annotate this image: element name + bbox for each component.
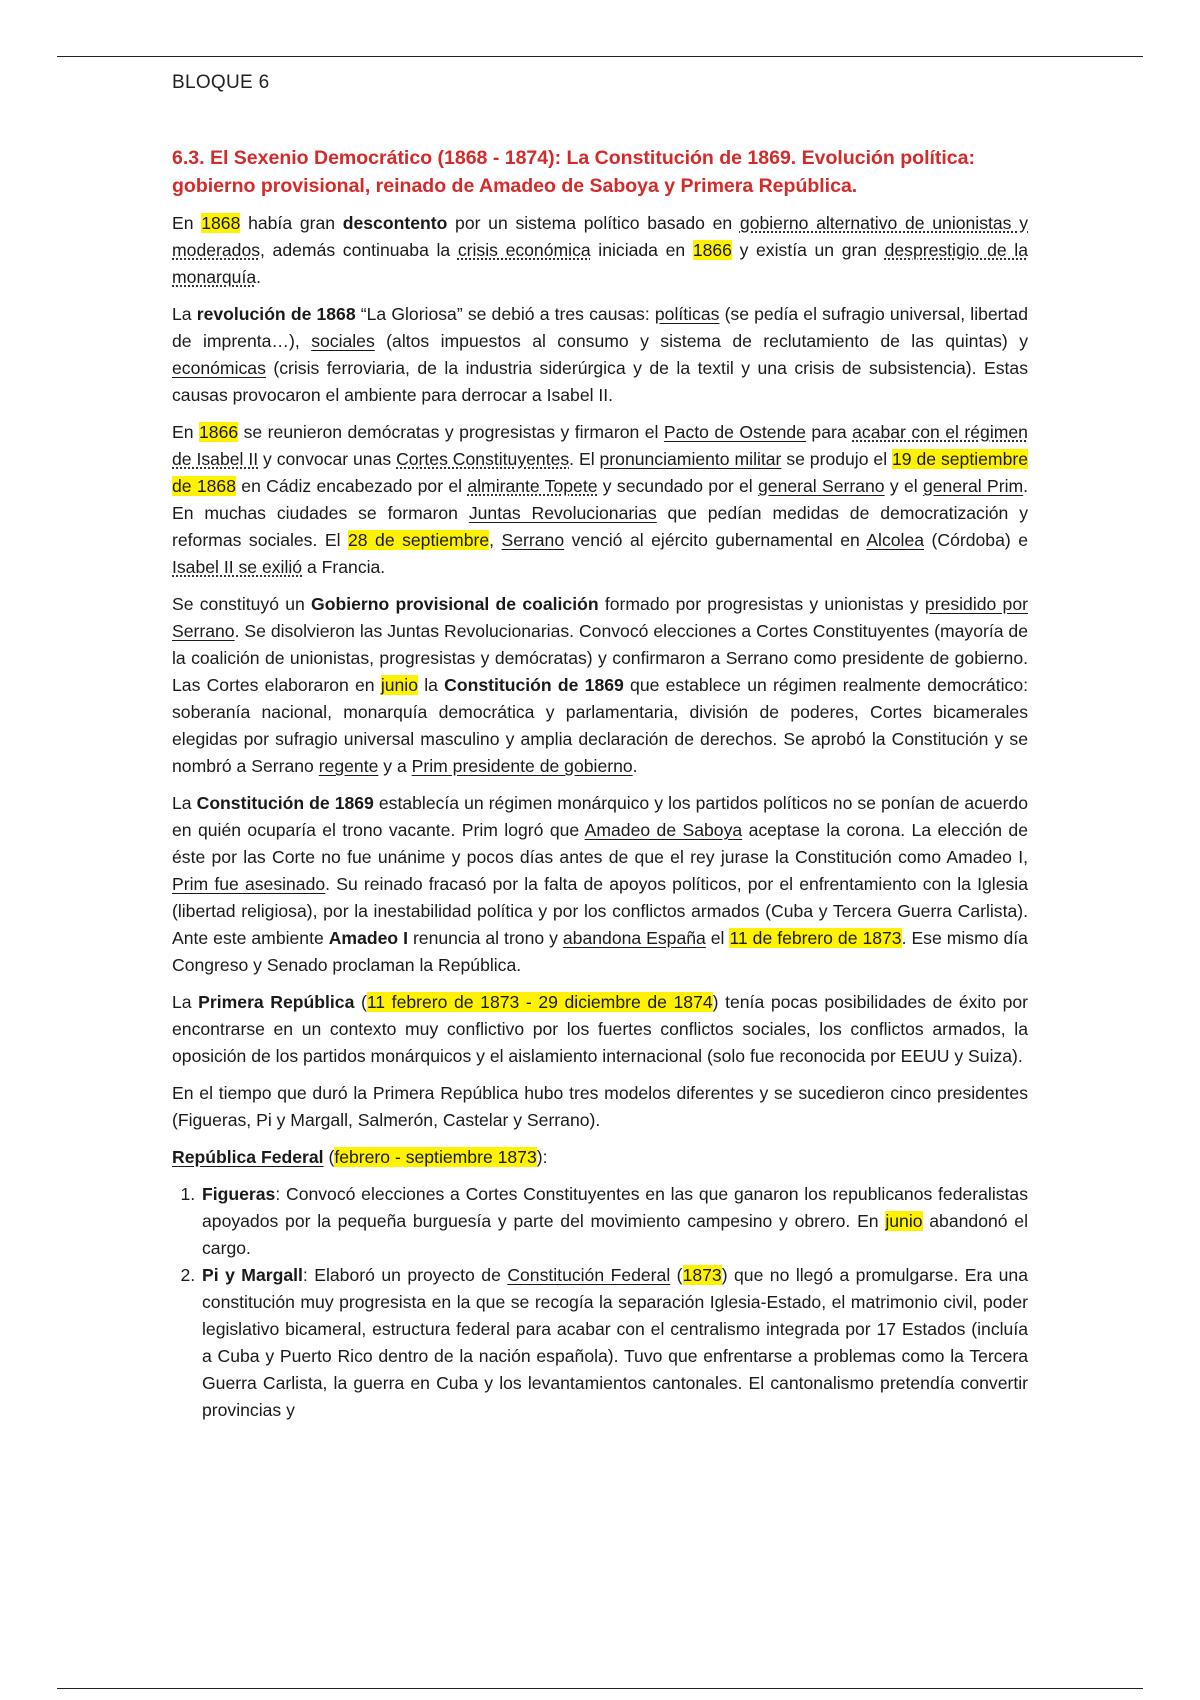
- list-item: [200, 1262, 1028, 1424]
- text-run: aceptase la corona. La elección de éste por las Corte no fue unánime y pocos días antes de que el rey jurase la Constitución como Amadeo I,: [172, 820, 1029, 867]
- text-run: se produjo el: [781, 449, 893, 469]
- text-run: que pedían medidas de democratización y reformas sociales. El: [172, 503, 1028, 550]
- text-run: : Convocó elecciones a Cortes Constituyentes en las que ganaron los republicanos federalistas apoyados por la pequeña burguesía y parte del movimiento campesino y obrero. En: [202, 1184, 1028, 1231]
- bold-text: Constitución de 1869: [196, 793, 374, 813]
- highlighted-text: febrero - septiembre 1873: [334, 1147, 537, 1167]
- paragraph-1: [172, 210, 1028, 291]
- underlined-text: políticas: [654, 304, 720, 324]
- paragraph-4: [172, 591, 1028, 780]
- dotted-underline-text: Cortes Constituyentes: [396, 449, 570, 469]
- dotted-underline-text: almirante Topete: [467, 476, 598, 496]
- underlined-text: Amadeo de Saboya: [584, 820, 743, 840]
- bold-text: revolución de 1868: [196, 304, 356, 324]
- highlighted-text: 11 de febrero de 1873: [729, 928, 902, 948]
- text-run: La: [172, 793, 197, 813]
- text-run: En el tiempo que duró la Primera República hubo tres modelos diferentes y se sucedieron cinco presidentes (Figueras, Pi y Margall, Salmerón, Castelar y Serrano).: [172, 1083, 1028, 1130]
- page-header: BLOQUE 6: [172, 72, 270, 93]
- text-run: abandonó el cargo.: [202, 1211, 1028, 1258]
- document-body: [172, 144, 1028, 1424]
- bold-text: Figueras: [202, 1184, 276, 1204]
- dotted-underline-text: gobierno alternativo de unionistas y moderados: [172, 213, 1028, 260]
- text-run: (: [670, 1265, 683, 1285]
- section-title: 6.3. El Sexenio Democrático (1868 - 1874): La Constitución de 1869. Evolución política: gobierno provisional, reinado de Amadeo de Saboya y Primera República.: [172, 147, 975, 197]
- text-run: que establece un régimen realmente democrático: soberanía nacional, monarquía democrática y parlamentaria, división de poderes, Cortes bicamerales elegidas por sufragio universal masculino y amplia declaración de derechos. Se aprobó la Constitución y se nombró a Serrano: [172, 675, 1028, 776]
- underlined-text: general Serrano: [758, 476, 885, 496]
- highlighted-text: 1866: [199, 422, 239, 442]
- bold-text: Primera República: [198, 992, 355, 1012]
- text-run: y existía un gran: [731, 240, 885, 260]
- paragraphs: [172, 210, 1028, 1171]
- text-run: ) que no llegó a promulgarse. Era una constitución muy progresista en la que se recogía la separación Iglesia-Estado, el matrimonio civil, poder legislativo bicameral, estructura federal para acabar con el centralismo integrada por 17 Estados (incluía a Cuba y Puerto Rico dentro de la nación española). Tuvo que enfrentarse a problemas como la Tercera Guerra Carlista, la guerra en Cuba y los levantamientos cantonales. El cantonalismo pretendía convertir provincias y: [202, 1265, 1028, 1420]
- list-item: [200, 1181, 1028, 1262]
- underlined-text: económicas: [172, 358, 266, 378]
- text-run: renuncia al trono y: [407, 928, 563, 948]
- paragraph-8: [172, 1144, 1028, 1171]
- paragraph-5: [172, 790, 1028, 979]
- underlined-text: Prim presidente de gobierno: [411, 756, 633, 776]
- text-run: el: [705, 928, 730, 948]
- text-run: por un sistema político basado en: [447, 213, 740, 233]
- text-run: (Córdoba) e: [924, 530, 1029, 550]
- text-run: . Ese mismo día Congreso y Senado proclaman la República.: [172, 928, 1028, 975]
- footer-rule: [57, 1688, 1143, 1689]
- text-run: formado por progresistas y unionistas y: [598, 594, 925, 614]
- text-run: a Francia.: [302, 557, 386, 577]
- text-run: Se constituyó un: [172, 594, 312, 614]
- text-run: y convocar unas: [258, 449, 397, 469]
- underlined-text: Juntas Revolucionarias: [468, 503, 657, 523]
- text-run: (: [323, 1147, 335, 1167]
- text-run: La: [172, 304, 197, 324]
- text-run: .: [256, 267, 262, 287]
- underlined-text: Prim fue asesinado: [172, 874, 326, 894]
- highlighted-text: 28 de septiembre: [347, 530, 490, 550]
- text-run: iniciada en: [590, 240, 693, 260]
- underlined-text: Pacto de Ostende: [663, 422, 806, 442]
- dotted-underline-text: crisis económica: [457, 240, 591, 260]
- underlined-text: pronunciamiento militar: [599, 449, 782, 469]
- underlined-text: abandona España: [562, 928, 706, 948]
- text-run: para: [805, 422, 853, 442]
- text-run: . Se disolvieron las Juntas Revolucionarias. Convocó elecciones a Cortes Constituyentes (mayoría de la coalición de unionistas, progresistas y demócratas) y confirmaron a Serrano como presidente de gobierno. Las Cortes elaboraron en: [172, 621, 1028, 695]
- text-run: (altos impuestos al consumo y sistema de reclutamiento de las quintas) y: [374, 331, 1028, 351]
- text-run: (: [354, 992, 367, 1012]
- presidents-list: [172, 1181, 1028, 1424]
- text-run: En: [172, 213, 202, 233]
- highlighted-text: junio: [380, 675, 418, 695]
- underlined-text: general Prim: [922, 476, 1024, 496]
- text-run: (crisis ferroviaria, de la industria siderúrgica y de la textil y una crisis de subsistencia). Estas causas provocaron el ambiente para derrocar a Isabel II.: [172, 358, 1028, 405]
- dotted-underline-text: desprestigio de la monarquía: [172, 240, 1028, 287]
- bold-text: Amadeo I: [328, 928, 408, 948]
- highlighted-text: 19 de septiembre de 1868: [172, 449, 1028, 496]
- subheading-text: República Federal: [172, 1147, 324, 1167]
- bold-text: descontento: [342, 213, 448, 233]
- paragraph-3: [172, 419, 1028, 581]
- text-run: . Su reinado fracasó por la falta de apoyos políticos, por el enfrentamiento con la Iglesia (libertad religiosa), por la inestabilidad política y por los conflictos armados (Cuba y Tercera Guerra Carlista). Ante este ambiente: [172, 874, 1028, 948]
- highlighted-text: 1868: [201, 213, 241, 233]
- text-run: establecía un régimen monárquico y los partidos políticos no se ponían de acuerdo en quién ocuparía el trono vacante. Prim logró que: [172, 793, 1029, 840]
- underlined-text: Constitución Federal: [507, 1265, 671, 1285]
- dotted-underline-text: acabar con el régimen de Isabel II: [172, 422, 1028, 469]
- text-run: .: [632, 756, 638, 776]
- text-run: . El: [569, 449, 600, 469]
- bold-text: Gobierno provisional de coalición: [311, 594, 599, 614]
- text-run: y a: [378, 756, 412, 776]
- highlighted-text: 11 febrero de 1873 - 29 diciembre de 1874: [366, 992, 713, 1012]
- text-run: había gran: [240, 213, 343, 233]
- underlined-text: regente: [318, 756, 379, 776]
- text-run: ) tenía pocas posibilidades de éxito por encontrarse en un contexto muy conflictivo por los fuertes conflictos sociales, los conflictos armados, la oposición de los partidos monárquicos y el aislamiento internacional (solo fue reconocida por EEUU y Suiza).: [172, 992, 1029, 1066]
- underlined-text: presidido por Serrano: [172, 594, 1028, 641]
- text-run: venció al ejército gubernamental en: [564, 530, 867, 550]
- underlined-text: Alcolea: [866, 530, 925, 550]
- highlighted-text: 1873: [682, 1265, 722, 1285]
- highlighted-text: 1866: [692, 240, 732, 260]
- text-run: La: [172, 992, 199, 1012]
- text-run: en Cádiz encabezado por el: [236, 476, 468, 496]
- underlined-text: sociales: [311, 331, 375, 351]
- text-run: la: [418, 675, 445, 695]
- highlighted-text: junio: [885, 1211, 923, 1231]
- bold-text: Constitución de 1869: [444, 675, 624, 695]
- text-run: , además continuaba la: [260, 240, 458, 260]
- text-run: “La Gloriosa” se debió a tres causas:: [355, 304, 655, 324]
- text-run: (se pedía el sufragio universal, libertad de imprenta…),: [172, 304, 1028, 351]
- paragraph-6: [172, 989, 1028, 1070]
- bold-text: Pi y Margall: [202, 1265, 303, 1285]
- text-run: En: [172, 422, 199, 442]
- paragraph-7: [172, 1080, 1028, 1134]
- text-run: ,: [489, 530, 502, 550]
- text-run: : Elaboró un proyecto de: [302, 1265, 508, 1285]
- header-rule: [57, 56, 1143, 57]
- text-run: y secundado por el: [597, 476, 758, 496]
- text-run: y el: [884, 476, 923, 496]
- text-run: ):: [536, 1147, 548, 1167]
- text-run: . En muchas ciudades se formaron: [172, 476, 1029, 523]
- underlined-text: Serrano: [501, 530, 565, 550]
- paragraph-2: [172, 301, 1028, 409]
- text-run: se reunieron demócratas y progresistas y firmaron el: [238, 422, 664, 442]
- dotted-underline-text: Isabel II se exilió: [172, 557, 303, 577]
